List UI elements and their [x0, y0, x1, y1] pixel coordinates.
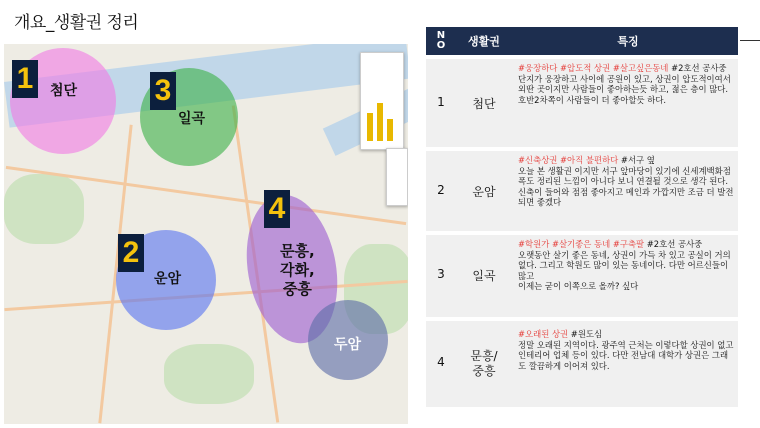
row-tags-tail: #서구 옆	[618, 155, 655, 165]
area-label: 문흥, 각화, 중흥	[280, 242, 315, 298]
row-no: 3	[437, 267, 445, 281]
area-number-badge: 3	[150, 72, 176, 110]
row-description	[518, 329, 736, 371]
map-popup-chart	[360, 52, 404, 150]
row-description	[518, 155, 736, 208]
page-title: 개요_생활권 정리	[14, 13, 139, 33]
park-area	[4, 174, 84, 244]
map-popup-chart	[386, 148, 408, 206]
row-description	[518, 63, 736, 105]
row-no: 1	[437, 95, 445, 109]
connector-line	[740, 40, 760, 41]
header-features: 특징	[617, 35, 639, 48]
area-number-badge: 1	[12, 60, 38, 98]
area-number-badge: 4	[264, 190, 290, 228]
row-tags: #웅장하다 #압도적 상권 #살고싶은동네	[518, 63, 669, 73]
row-name: 첨단	[472, 97, 496, 111]
row-tags: #학원가 #살기좋은 동네 #구축팔	[518, 239, 645, 249]
area-label: 일곡	[178, 111, 206, 127]
row-description	[518, 239, 736, 292]
park-area	[164, 344, 254, 404]
row-no: 4	[437, 355, 445, 369]
table-row	[426, 151, 738, 231]
row-desc-text: 오랫동안 살기 좋은 동네, 상권이 가득 차 있고 공실이 거의 없다. 그리고 학원도 많이 있는 동네이다. 다만 어르신들이 많고 이제는 굳이 이쪽으로 올까? 싶다	[518, 249, 731, 292]
row-name: 문흥/ 중흥	[470, 349, 498, 378]
row-no: 2	[437, 183, 445, 197]
row-name: 일곡	[472, 269, 496, 283]
row-tags-tail: #원도심	[568, 329, 603, 339]
row-tags-tail: #2호선 공사중	[668, 63, 727, 73]
table-row	[426, 59, 738, 147]
row-desc-text: 정말 오래된 지역이다. 광주역 근처는 이렇다할 상권이 없고 인테리어 업체 등이 있다. 다만 전남대 대학가 상권은 그래도 깔끔하게 이어져 있다.	[518, 339, 734, 371]
row-tags: #오래된 상권	[518, 329, 569, 339]
table-row	[426, 321, 738, 407]
header-no: N O	[436, 30, 446, 51]
row-desc-text: 단지가 웅장하고 사이에 공원이 있고, 상권이 압도적이여서 외딴 곳이지만 사람들이 좋아하는듯 하고, 젊은 층이 많다. 호반2차쪽이 사람들이 더 좋아할듯 하다.	[518, 73, 731, 105]
area-label: 운암	[154, 271, 182, 287]
row-tags-tail: #2호선 공사중	[644, 239, 703, 249]
header-area: 생활권	[468, 35, 500, 48]
row-tags: #신축상권 #아직 불편하다	[518, 155, 619, 165]
table-row	[426, 235, 738, 317]
area-number-badge: 2	[118, 234, 144, 272]
row-name: 운암	[472, 185, 496, 199]
area-label: 첨단	[50, 83, 78, 99]
row-desc-text: 오늘 본 생활권 이지만 서구 앞마당이 있기에 신세계백화점 폭도 정리된 느낌이 아니다 보니 연결될 것으로 생각 된다. 신축이 들어와 점점 좋아지고 메인과 가깝지만 조금 더 발전되면 좋겠다	[518, 165, 734, 208]
area-map	[4, 44, 408, 424]
area-label: 두암	[334, 337, 362, 353]
